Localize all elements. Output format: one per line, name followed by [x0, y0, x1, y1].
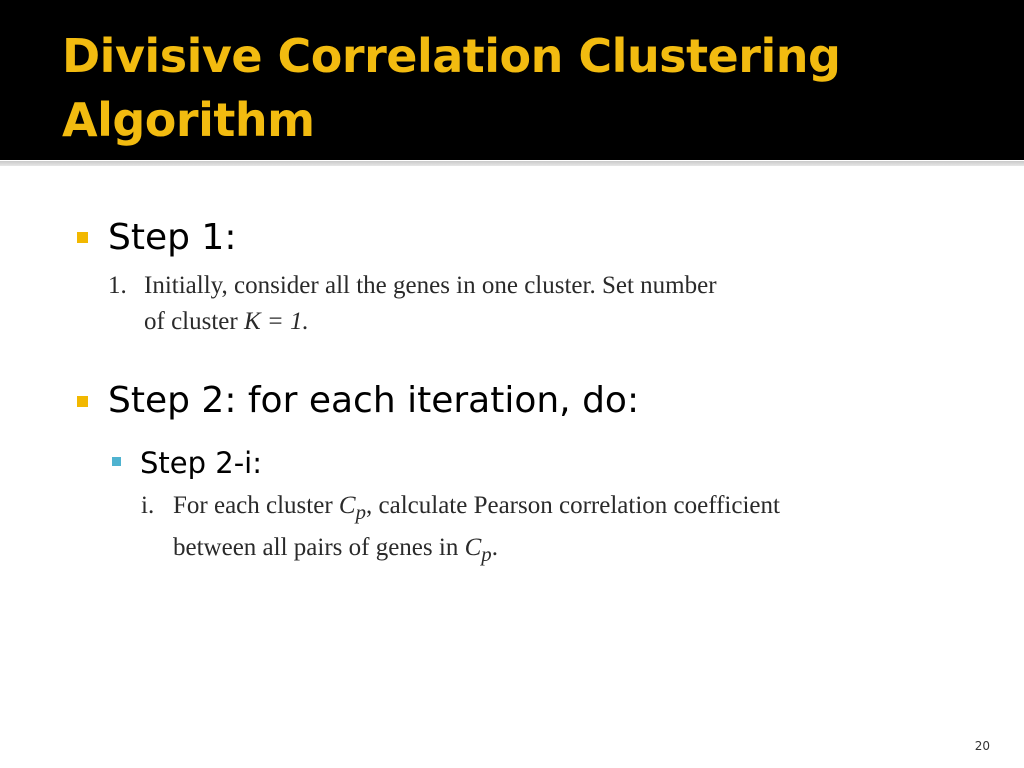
step-1-line-2-text: of cluster — [144, 308, 244, 335]
step-2-i-description — [141, 488, 780, 572]
bullet-marker-icon — [77, 232, 88, 243]
step-1-line-2 — [108, 304, 717, 340]
bullet-step-1: Step 1: — [108, 217, 237, 258]
bullet-marker-icon — [77, 396, 88, 407]
step-2-i-number: i. — [141, 492, 155, 519]
step-2-i-line-1-prefix: For each cluster — [173, 492, 339, 519]
cluster-subscript: p — [481, 542, 492, 566]
step-1-number: 1. — [108, 272, 127, 299]
cluster-subscript: p — [355, 500, 367, 524]
step-2-i-line-2 — [141, 530, 780, 572]
bullet-step-2: Step 2: for each iteration, do: — [108, 380, 640, 421]
sub-bullet-marker-icon — [112, 457, 121, 466]
cluster-variable: C — [464, 534, 482, 561]
page-number: 20 — [974, 739, 990, 753]
step-1-math: K = 1. — [243, 308, 309, 335]
step-2-i-line-1 — [141, 488, 780, 530]
step-2-i-line-2-suffix: . — [491, 534, 498, 561]
step-1-description — [108, 268, 717, 340]
step-2-i-line-2-prefix: between all pairs of genes in — [173, 534, 465, 561]
slide-title: Divisive Correlation Clustering Algorithm — [62, 29, 841, 147]
step-2-i-line-1-suffix: , calculate Pearson correlation coefficient — [366, 492, 780, 519]
step-1-line-1-text: Initially, consider all the genes in one cluster. Set number — [144, 272, 717, 299]
step-1-line-1 — [108, 268, 717, 304]
cluster-variable: C — [338, 492, 356, 519]
bullet-step-2-i: Step 2-i: — [140, 446, 262, 480]
title-divider — [0, 161, 1024, 166]
